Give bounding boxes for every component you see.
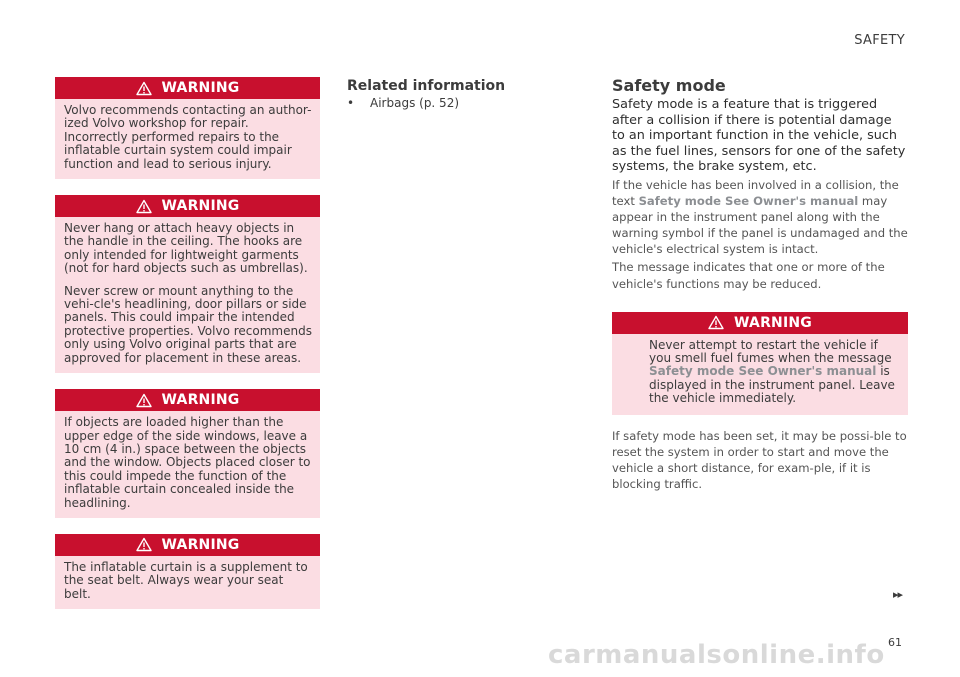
warning-title: WARNING [161,536,240,553]
warning-text: Volvo recommends contacting an author-ized Volvo workshop for repair. Incorrectly performed repairs to the inflatable curtain system could impair function and lead to serious injury. [64,103,312,171]
related-information [347,78,577,110]
warning-box [55,389,320,518]
section-header: SAFETY [854,33,905,48]
warning-box [612,312,908,415]
warning-body [55,556,320,609]
warning-body [55,411,320,518]
warning-box [55,534,320,609]
warning-bar [55,77,320,99]
related-title: Related information [347,78,506,94]
warning-box [55,77,320,179]
message-highlight: Safety mode See Owner's manual [638,194,859,209]
page-number: 61 [888,636,902,649]
warning-text: The inflatable curtain is a supplement to the seat belt. Always wear your seat belt. [64,559,308,601]
warning-body [612,334,908,415]
warning-text: Never screw or mount anything to the vehi-cle's headlining, door pillars or side panels. This could impair the intended protective properties. Volvo recommends only using Volvo original parts that are approved for placement in these areas. [64,283,312,365]
paragraph-text: may appear in the instrument panel along with the warning symbol if the panel is undamaged and the vehicle's electrical system is intact. [612,194,908,257]
warning-text: If objects are loaded higher than the upper edge of the side windows, leave a 10 cm (4 in.) space between the objects and the window. Objects placed closer to this could impede the function of the inflatable curtain concealed inside the headlining. [64,415,311,510]
warning-body [55,99,320,179]
lead-paragraph: Safety mode is a feature that is triggered after a collision if there is potential damage to an important function in the vehicle, such as the fuel lines, sensors for one of the safety systems, the brake system, etc. [612,97,906,175]
warning-bar [55,534,320,556]
warning-body [55,217,320,373]
warning-bar [55,389,320,411]
body-paragraph [612,177,908,257]
warning-text-part: is displayed in the instrument panel. Leave the vehicle immediately. [649,364,895,406]
paragraph-text: If the vehicle has been involved in a collision, the text [612,177,899,209]
warning-bar [612,312,908,334]
warning-title: WARNING [734,314,812,331]
related-link-item[interactable] [347,96,577,110]
bullet-icon: • [347,96,355,110]
related-link[interactable]: Airbags (p. 52) [370,96,460,110]
body-paragraph: The message indicates that one or more of the vehicle's functions may be reduced. [612,260,885,291]
section-title: Safety mode [612,76,726,95]
warning-triangle-icon [136,199,152,214]
next-page-arrows-icon[interactable]: ▸▸ [892,588,902,601]
warning-text: Never hang or attach heavy objects in the handle in the ceiling. The hooks are only intended for lightweight garments (not for hard objects such as umbrellas). [64,221,308,276]
warnings-column [55,77,320,625]
warning-box [55,195,320,373]
warning-title: WARNING [161,198,240,215]
warning-triangle-icon [136,393,152,408]
body-paragraph: If safety mode has been set, it may be possi-ble to reset the system in order to start and move the vehicle a short distance, for exam-ple, if it is blocking traffic. [612,428,907,491]
message-highlight: Safety mode See Owner's manual [649,364,877,379]
warning-text-part: Never attempt to restart the vehicle if you smell fuel fumes when the message [649,337,892,366]
warning-bar [55,195,320,217]
warning-title: WARNING [161,80,240,96]
warning-title: WARNING [161,392,240,409]
warning-triangle-icon [708,315,724,330]
watermark: carmanualsonline.info [548,640,885,670]
safety-mode-section [612,76,908,504]
warning-triangle-icon [136,81,152,96]
warning-triangle-icon [136,537,152,552]
warning-text [649,339,898,406]
